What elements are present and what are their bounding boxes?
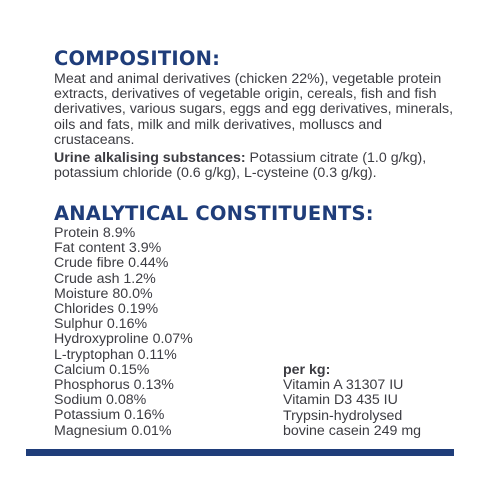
constituent-chlorides: Chlorides 0.19%: [54, 301, 159, 318]
urine-alkalising-values: Potassium citrate (1.0 g/kg), potassium chloride (0.6 g/kg), L-cysteine (0.3 g/kg).: [54, 150, 427, 182]
constituent-crude-ash: Crude ash 1.2%: [54, 270, 156, 287]
constituent-protein: Protein 8.9%: [54, 225, 136, 241]
per-kg-vitamin-d3: Vitamin D3 435 IU: [283, 392, 398, 409]
per-kg-label: per kg:: [283, 362, 331, 378]
constituent-magnesium: Magnesium 0.01%: [54, 422, 172, 439]
constituent-phosphorus: Phosphorus 0.13%: [54, 377, 174, 394]
constituent-crude-fibre: Crude fibre 0.44%: [54, 255, 169, 272]
analytical-constituents-heading: ANALYTICAL CONSTITUENTS:: [54, 202, 374, 225]
constituent-potassium: Potassium 0.16%: [54, 407, 165, 424]
constituent-fat-content: Fat content 3.9%: [54, 240, 162, 257]
constituent-sodium: Sodium 0.08%: [54, 392, 147, 409]
urine-alkalising-text: [54, 151, 464, 181]
constituent-moisture: Moisture 80.0%: [54, 285, 153, 302]
composition-text: Meat and animal derivatives (chicken 22%), vegetable protein extracts, derivatives of vegetable origin, cereals, fish and fish derivatives, various sugars, eggs and egg derivatives, minerals, oils and fats, milk and milk derivatives, molluscs and crustaceans.: [54, 71, 454, 148]
per-kg-block: [283, 363, 421, 439]
constituent-calcium: Calcium 0.15%: [54, 361, 150, 378]
constituent-hydroxyproline: Hydroxyproline 0.07%: [54, 331, 193, 348]
bottom-divider-bar: [26, 449, 454, 456]
per-kg-vitamin-a: Vitamin A 31307 IU: [283, 377, 404, 394]
urine-alkalising-label: Urine alkalising substances:: [54, 150, 246, 166]
constituent-sulphur: Sulphur 0.16%: [54, 316, 148, 333]
analytical-constituents-list: [54, 226, 193, 439]
per-kg-trypsin-hydrolysed: Trypsin-hydrolysed: [283, 407, 403, 424]
constituent-l-tryptophan: L-tryptophan 0.11%: [54, 346, 177, 363]
composition-heading: COMPOSITION:: [54, 47, 221, 70]
per-kg-bovine-casein: bovine casein 249 mg: [283, 422, 422, 439]
